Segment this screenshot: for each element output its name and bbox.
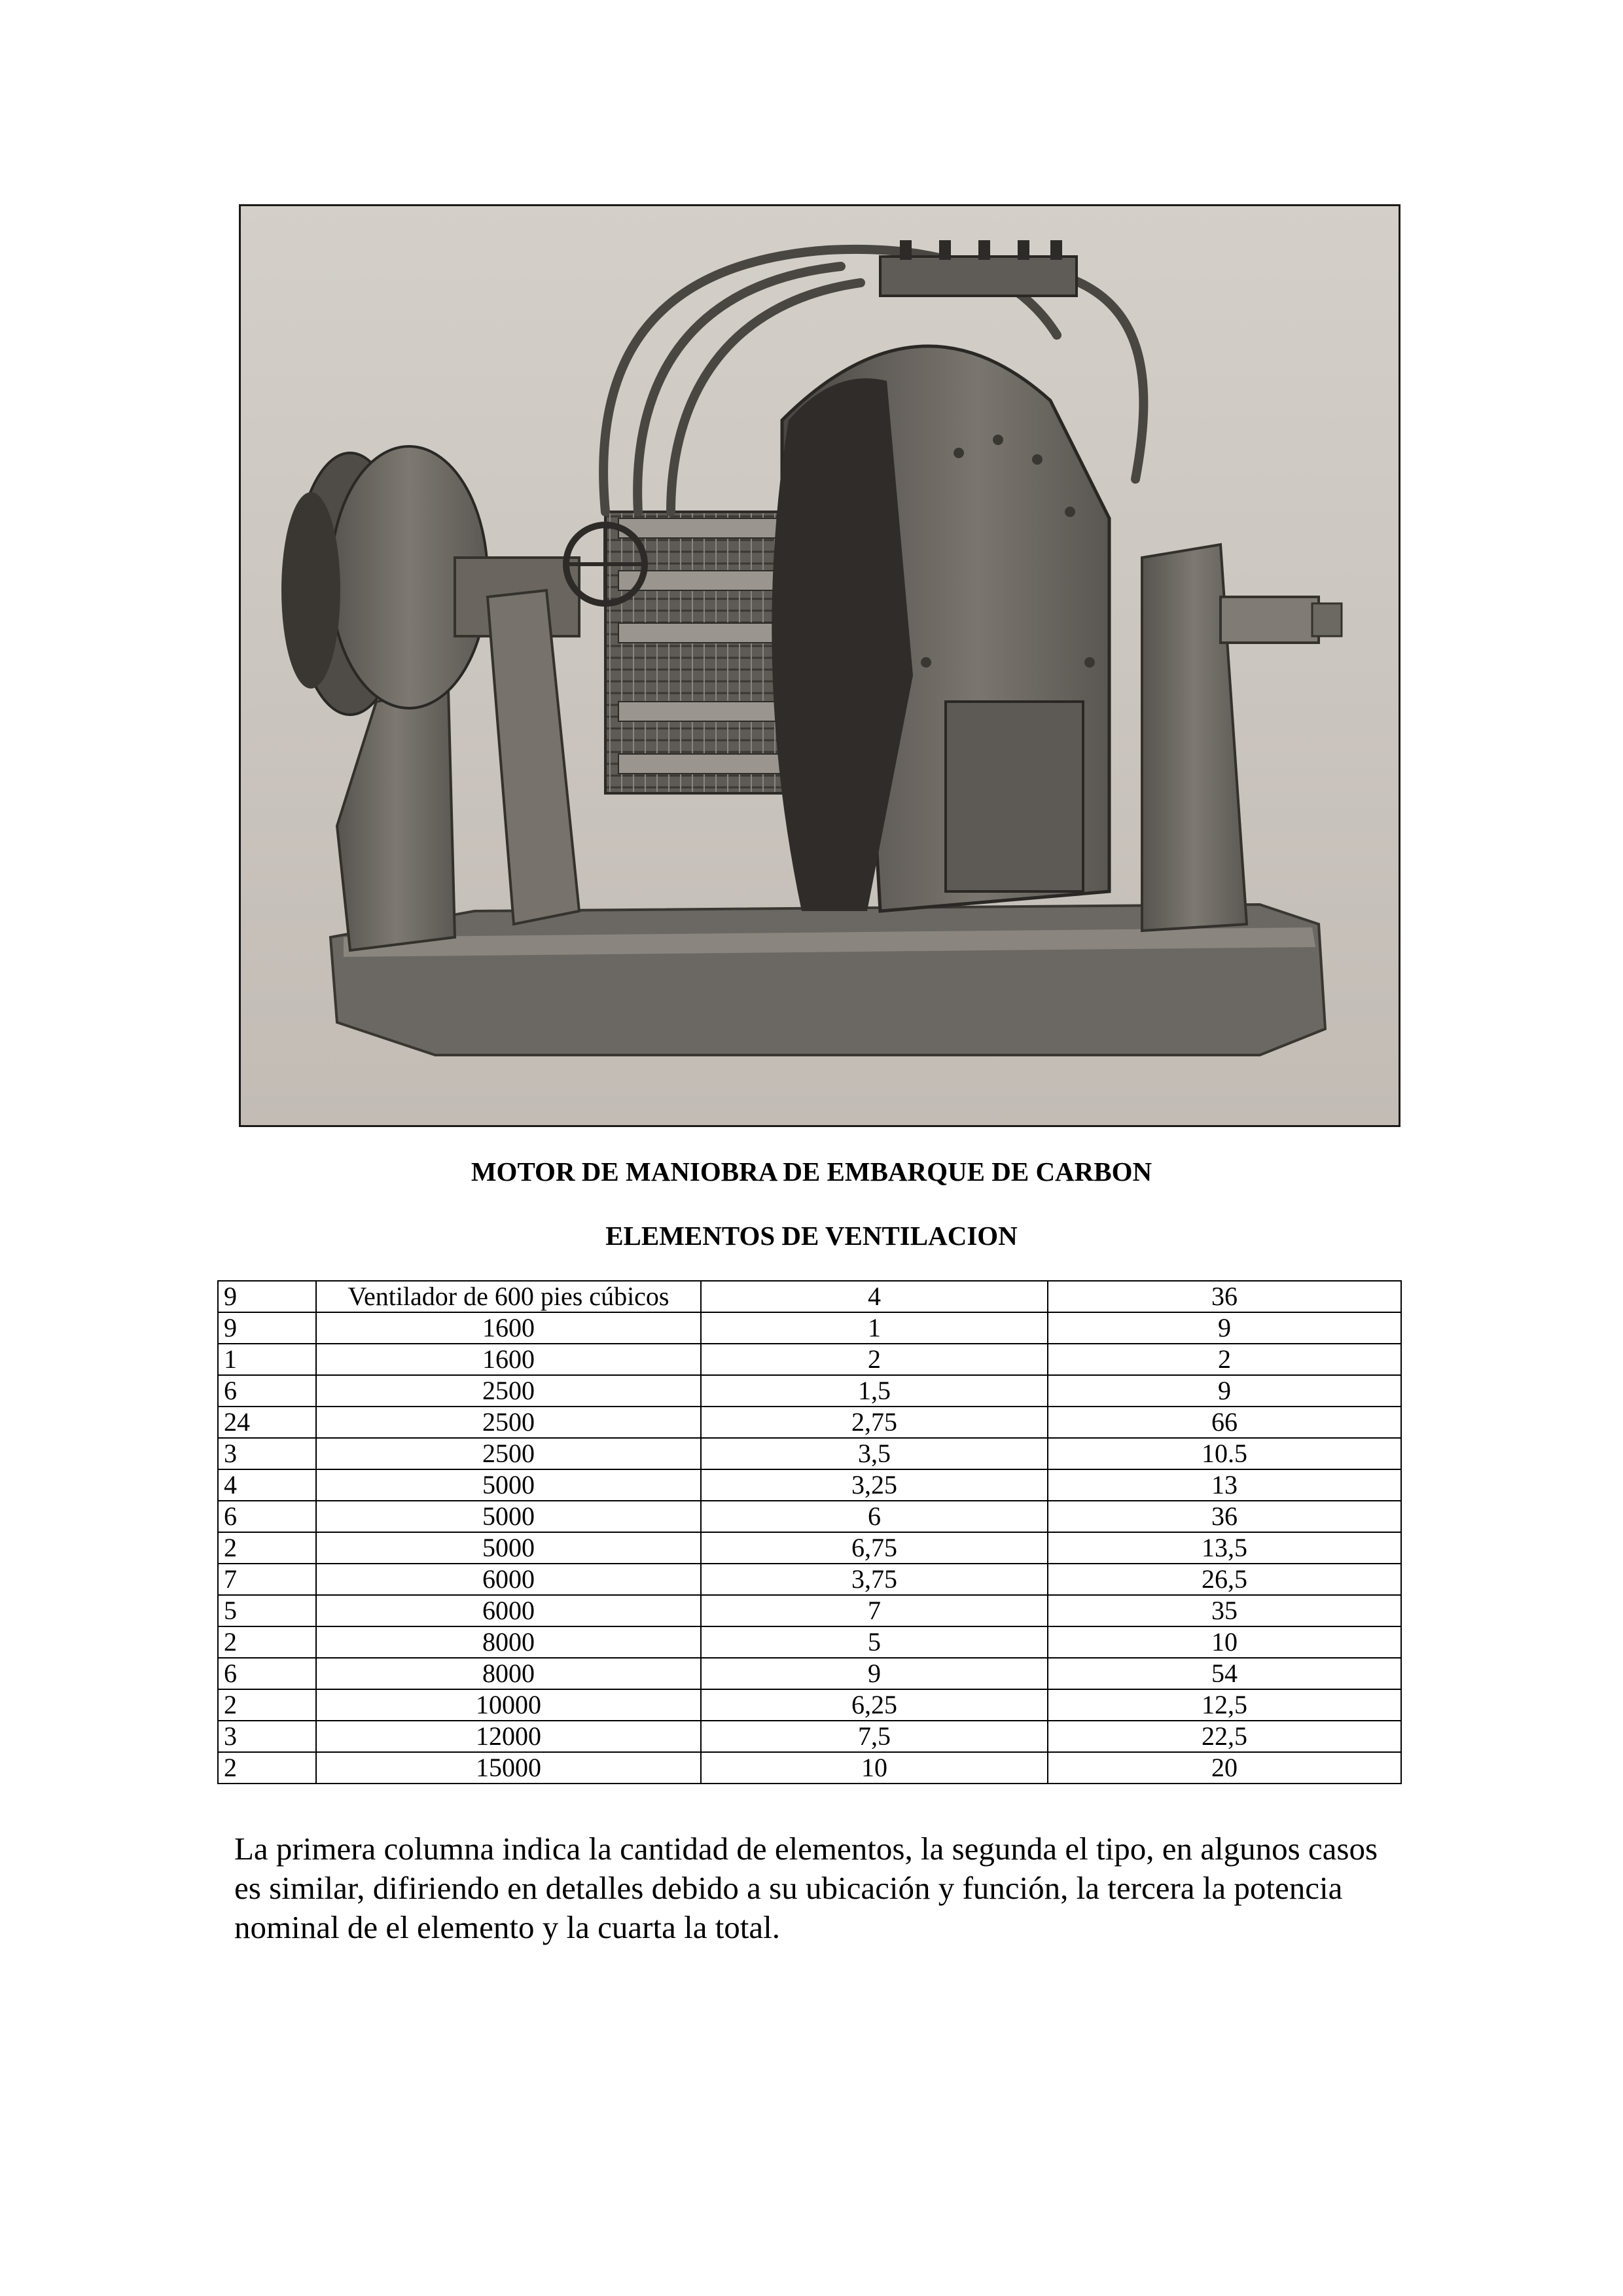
table-row [218,1375,1401,1407]
ventilation-elements-table [217,1280,1402,1784]
quantity-cell: 2 [218,1689,316,1721]
nominal-power-cell: 2,75 [701,1407,1048,1438]
table-row [218,1721,1401,1752]
type-cell: 1600 [316,1344,701,1375]
nominal-power-cell: 1 [701,1312,1048,1344]
table-row [218,1281,1401,1312]
table-row [218,1438,1401,1469]
nominal-power-cell: 1,5 [701,1375,1048,1407]
total-power-cell: 66 [1048,1407,1401,1438]
nominal-power-cell: 10 [701,1752,1048,1784]
quantity-cell: 1 [218,1344,316,1375]
quantity-cell: 2 [218,1626,316,1658]
total-power-cell: 10.5 [1048,1438,1401,1469]
type-cell: 5000 [316,1469,701,1501]
table-row [218,1595,1401,1626]
quantity-cell: 4 [218,1469,316,1501]
type-cell: Ventilador de 600 pies cúbicos [316,1281,701,1312]
nominal-power-cell: 6 [701,1501,1048,1532]
total-power-cell: 13 [1048,1469,1401,1501]
total-power-cell: 20 [1048,1752,1401,1784]
nominal-power-cell: 3,75 [701,1564,1048,1595]
total-power-cell: 35 [1048,1595,1401,1626]
quantity-cell: 6 [218,1501,316,1532]
nominal-power-cell: 6,25 [701,1689,1048,1721]
table-title: ELEMENTOS DE VENTILACION [605,1221,1018,1251]
motor-photograph [239,204,1400,1127]
total-power-cell: 54 [1048,1658,1401,1689]
table-row [218,1564,1401,1595]
total-power-cell: 13,5 [1048,1532,1401,1564]
type-cell: 6000 [316,1564,701,1595]
nominal-power-cell: 5 [701,1626,1048,1658]
table-row [218,1501,1401,1532]
type-cell: 15000 [316,1752,701,1784]
total-power-cell: 2 [1048,1344,1401,1375]
total-power-cell: 9 [1048,1312,1401,1344]
quantity-cell: 5 [218,1595,316,1626]
quantity-cell: 9 [218,1281,316,1312]
total-power-cell: 9 [1048,1375,1401,1407]
quantity-cell: 6 [218,1375,316,1407]
quantity-cell: 3 [218,1721,316,1752]
table-row [218,1626,1401,1658]
type-cell: 2500 [316,1438,701,1469]
total-power-cell: 36 [1048,1501,1401,1532]
nominal-power-cell: 4 [701,1281,1048,1312]
type-cell: 1600 [316,1312,701,1344]
explanation-paragraph: La primera columna indica la cantidad de elementos, la segunda el tipo, en algunos casos es similar, difiriendo en detalles debido a su ubicación y función, la tercera la potencia nominal de el elemento y la cuarta la total. [234,1831,1378,1945]
type-cell: 12000 [316,1721,701,1752]
table-row [218,1344,1401,1375]
nominal-power-cell: 7 [701,1595,1048,1626]
quantity-cell: 6 [218,1658,316,1689]
figure-caption-title: MOTOR DE MANIOBRA DE EMBARQUE DE CARBON [471,1157,1152,1187]
total-power-cell: 26,5 [1048,1564,1401,1595]
quantity-cell: 3 [218,1438,316,1469]
quantity-cell: 2 [218,1752,316,1784]
total-power-cell: 12,5 [1048,1689,1401,1721]
nominal-power-cell: 2 [701,1344,1048,1375]
nominal-power-cell: 3,5 [701,1438,1048,1469]
type-cell: 8000 [316,1658,701,1689]
type-cell: 6000 [316,1595,701,1626]
type-cell: 8000 [316,1626,701,1658]
table-row [218,1407,1401,1438]
quantity-cell: 9 [218,1312,316,1344]
type-cell: 5000 [316,1532,701,1564]
table-row [218,1532,1401,1564]
type-cell: 10000 [316,1689,701,1721]
nominal-power-cell: 9 [701,1658,1048,1689]
nominal-power-cell: 3,25 [701,1469,1048,1501]
nominal-power-cell: 7,5 [701,1721,1048,1752]
quantity-cell: 24 [218,1407,316,1438]
quantity-cell: 2 [218,1532,316,1564]
nominal-power-cell: 6,75 [701,1532,1048,1564]
type-cell: 2500 [316,1375,701,1407]
table-row [218,1752,1401,1784]
type-cell: 2500 [316,1407,701,1438]
table-row [218,1658,1401,1689]
quantity-cell: 7 [218,1564,316,1595]
total-power-cell: 10 [1048,1626,1401,1658]
total-power-cell: 36 [1048,1281,1401,1312]
table-row [218,1469,1401,1501]
table-row [218,1689,1401,1721]
type-cell: 5000 [316,1501,701,1532]
table-row [218,1312,1401,1344]
total-power-cell: 22,5 [1048,1721,1401,1752]
